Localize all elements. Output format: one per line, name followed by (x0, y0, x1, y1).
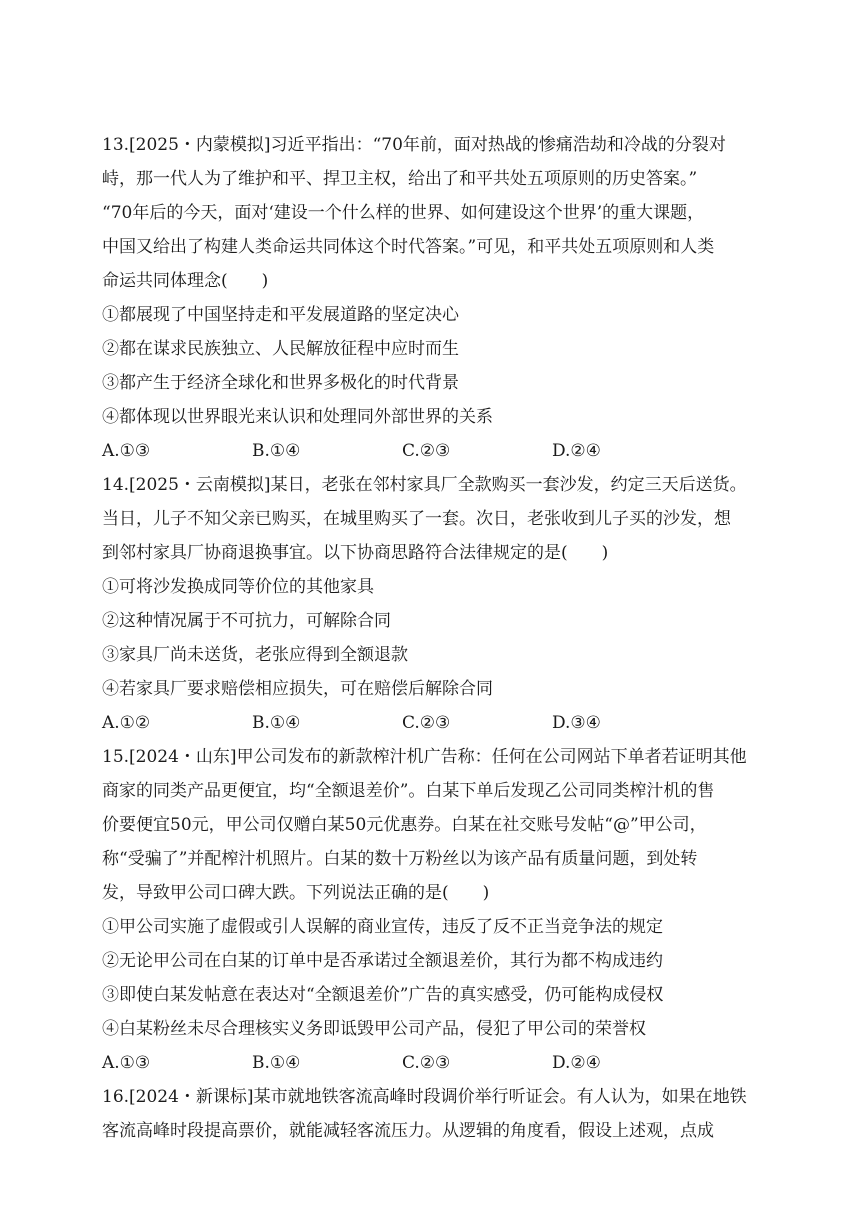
statement-item: ①甲公司实施了虚假或引人误解的商业宣传，违反了反不正当竞争法的规定 (102, 917, 663, 937)
question-15 (102, 740, 772, 1080)
question-stem-line: 发，导致甲公司口碑大跌。下列说法正确的是( ) (102, 883, 490, 903)
statement-item: ②都在谋求民族独立、人民解放征程中应时而生 (102, 339, 459, 359)
statement-item: ④都体现以世界眼光来认识和处理同外部世界的关系 (102, 407, 493, 427)
question-stem-line: 16.[2024・新课标]某市就地铁客流高峰时段调价举行听证会。有人认为，如果在地铁 (102, 1087, 747, 1107)
option-c: C.②③ (402, 1053, 451, 1073)
question-stem-line: 中国又给出了构建人类命运共同体这个时代答案。”可见，和平共处五项原则和人类 (102, 237, 715, 257)
option-d: D.②④ (552, 441, 601, 461)
answer-options (102, 434, 772, 468)
question-stem-line: 13.[2025・内蒙模拟]习近平指出：“70年前，面对热战的惨痛浩劫和冷战的分裂对 (102, 135, 726, 155)
answer-options (102, 706, 772, 740)
question-stem-line: 客流高峰时段提高票价，就能减轻客流压力。从逻辑的角度看，假设上述观，点成 (102, 1121, 714, 1141)
statement-item: ③都产生于经济全球化和世界多极化的时代背景 (102, 373, 459, 393)
question-stem-line: “70年后的今天，面对‘建设一个什么样的世界、如何建设这个世界’的重大课题， (102, 203, 705, 223)
statement-item: ②无论甲公司在白某的订单中是否承诺过全额退差价，其行为都不构成违约 (102, 951, 663, 971)
option-a: A.①③ (102, 441, 151, 461)
option-b: B.①④ (252, 1053, 301, 1073)
statement-item: ③即使白某发帖意在表达对“全额退差价”广告的真实感受，仍可能构成侵权 (102, 985, 664, 1005)
question-stem-line: 当日，儿子不知父亲已购买，在城里购买了一套。次日，老张收到儿子买的沙发，想 (102, 509, 731, 529)
option-c: C.②③ (402, 713, 451, 733)
question-14 (102, 468, 772, 740)
statement-item: ④若家具厂要求赔偿相应损失，可在赔偿后解除合同 (102, 679, 493, 699)
question-stem-line: 商家的同类产品更便宜，均“全额退差价”。白某下单后发现乙公司同类榨汁机的售 (102, 781, 715, 801)
option-a: A.①② (102, 713, 151, 733)
question-stem-line: 到邻村家具厂协商退换事宜。以下协商思路符合法律规定的是( ) (102, 543, 609, 563)
statement-item: ③家具厂尚未送货，老张应得到全额退款 (102, 645, 408, 665)
option-d: D.③④ (552, 713, 601, 733)
option-b: B.①④ (252, 713, 301, 733)
option-b: B.①④ (252, 441, 301, 461)
answer-options (102, 1046, 772, 1080)
statement-item: ④白某粉丝未尽合理核实义务即诋毁甲公司产品，侵犯了甲公司的荣誉权 (102, 1019, 646, 1039)
statement-item: ②这种情况属于不可抗力，可解除合同 (102, 611, 391, 631)
option-d: D.②④ (552, 1053, 601, 1073)
question-13 (102, 128, 772, 468)
question-stem-line: 15.[2024・山东]甲公司发布的新款榨汁机广告称：任何在公司网站下单者若证明其他 (102, 747, 747, 767)
question-stem-line: 称“受骗了”并配榨汁机照片。白某的数十万粉丝以为该产品有质量问题，到处转 (102, 849, 698, 869)
statement-item: ①可将沙发换成同等价位的其他家具 (102, 577, 374, 597)
question-stem-line: 价要便宜50元，甲公司仅赠白某50元优惠券。白某在社交账号发帖“@”甲公司， (102, 815, 707, 835)
question-stem-line: 峙，那一代人为了维护和平、捍卫主权，给出了和平共处五项原则的历史答案。” (102, 169, 698, 189)
option-a: A.①③ (102, 1053, 151, 1073)
option-c: C.②③ (402, 441, 451, 461)
document-page (102, 128, 772, 1148)
question-stem-line: 命运共同体理念( ) (102, 271, 269, 291)
question-16 (102, 1080, 772, 1148)
statement-item: ①都展现了中国坚持走和平发展道路的坚定决心 (102, 305, 459, 325)
question-stem-line: 14.[2025・云南模拟]某日，老张在邻村家具厂全款购买一套沙发，约定三天后送货。 (102, 475, 747, 495)
